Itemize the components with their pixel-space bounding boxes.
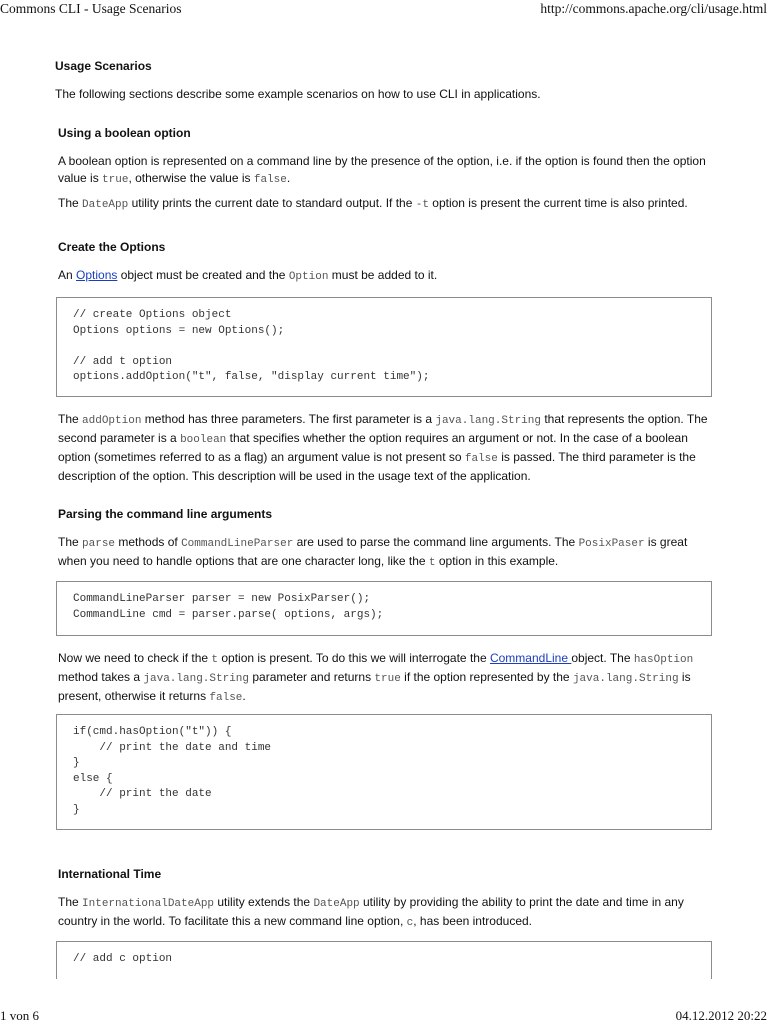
code-option: Option <box>288 271 329 283</box>
code-line: // print the date and time <box>73 741 272 754</box>
code-line: // print the date <box>73 788 212 800</box>
code-line: Options options = new Options(); <box>73 324 285 337</box>
parsing-paragraph-2: Now we need to check if the t option is present. To do this we will interrogate the CommandLine object. The hasOption method takes a java.lang.String parameter and returns true if the option represented by the java.lang.String is present, otherwise it returns false. <box>58 651 694 704</box>
code-true: true <box>102 174 129 186</box>
code-line: } <box>73 757 80 769</box>
parsing-paragraph-1: The parse methods of CommandLineParser are used to parse the command line arguments. The PosixPaser is great when you need to handle options that are one character long, like the t option in this example. <box>58 535 688 569</box>
section-heading-boolean: Using a boolean option <box>58 126 191 140</box>
code-line: options.addOption("t", false, "display current time"); <box>73 371 430 383</box>
print-header-url: http://commons.apache.org/cli/usage.html <box>540 1 767 16</box>
boolean-paragraph-2: The DateApp utility prints the current date to standard output. If the -t option is present the current time is also printed. <box>58 196 688 211</box>
page-title: Usage Scenarios <box>55 59 152 73</box>
print-header <box>0 0 768 18</box>
print-header-title: Commons CLI - Usage Scenarios <box>0 1 182 16</box>
intro-paragraph: The following sections describe some example scenarios on how to use CLI in applications. <box>55 87 541 101</box>
code-line: else { <box>73 772 113 785</box>
code-line: // create Options object <box>73 309 232 321</box>
code-block-add-c-option <box>56 941 712 979</box>
section-heading-create-options: Create the Options <box>58 240 166 254</box>
section-heading-parsing: Parsing the command line arguments <box>58 507 273 521</box>
code-line <box>73 339 695 355</box>
code-t-flag: -t <box>415 199 429 211</box>
code-line: CommandLine cmd = parser.parse( options, args); <box>73 608 384 621</box>
code-line: } <box>73 803 80 816</box>
print-footer <box>0 1007 768 1024</box>
section-heading-international-time: International Time <box>58 867 162 881</box>
boolean-paragraph-1: A boolean option is represented on a command line by the presence of the option, i.e. if the option is found then the option value is true, otherwise the value is false. <box>58 154 706 186</box>
code-block-hasoption <box>56 714 712 830</box>
code-false: false <box>253 174 287 186</box>
code-line: if(cmd.hasOption("t")) { <box>73 726 232 738</box>
code-block-create-options <box>56 297 712 397</box>
options-link[interactable]: Options <box>76 268 118 282</box>
international-paragraph: The InternationalDateApp utility extends the DateApp utility by providing the ability to print the date and time in any country in the world. To facilitate this a new command line option, c, has been introduced. <box>58 895 684 929</box>
commandline-link[interactable]: CommandLine <box>489 651 572 665</box>
page-number: 1 von 6 <box>0 1008 39 1023</box>
addoption-paragraph: The addOption method has three parameters. The first parameter is a java.lang.String that represents the option. The second parameter is a boolean that specifies whether the option requires an argument or not. In the case of a boolean option (sometimes referred to as a flag) an argument value is not present so false is passed. The third parameter is the description of the option. This description will be used in the usage text of the application. <box>58 412 708 483</box>
code-dateapp: DateApp <box>82 199 129 211</box>
create-options-paragraph: An Options object must be created and the Option must be added to it. <box>58 268 438 283</box>
print-datetime: 04.12.2012 20:22 <box>675 1008 767 1023</box>
code-line: // add c option <box>73 953 173 965</box>
code-block-parser <box>56 581 712 636</box>
code-line: CommandLineParser parser = new PosixParser(); <box>73 593 371 605</box>
code-line: // add t option <box>73 355 173 368</box>
